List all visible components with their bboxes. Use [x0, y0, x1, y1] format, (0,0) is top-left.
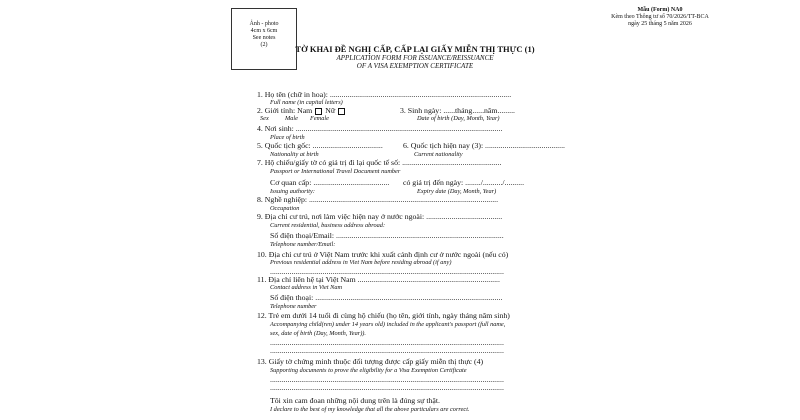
place-of-birth-en: Place of birth — [270, 134, 305, 141]
passport-number-en: Passport or International Travel Document number — [270, 168, 401, 175]
field-full-name[interactable]: 1. Họ tên (chữ in hoa): ............................................................................................. — [257, 90, 512, 99]
field-accompanying-children: 12. Trẻ em dưới 14 tuổi đi cùng hộ chiếu (họ tên, giới tính, ngày tháng năm sinh) — [257, 311, 510, 320]
field-expiry-date[interactable]: có giá trị đến ngày: ......../........../.......... — [403, 178, 525, 187]
field-dob[interactable]: 3. Sinh ngày: ......tháng......năm......... — [400, 106, 515, 115]
field-contact-address-vn[interactable]: 11. Địa chỉ liên hệ tại Việt Nam ......................................................................... — [257, 275, 500, 284]
field-occupation[interactable]: 8. Nghề nghiệp: ................................................................................................. — [257, 195, 499, 204]
supporting-documents-en: Supporting documents to prove the eligibility for a Visa Exemption Certificate — [270, 367, 467, 374]
dob-en: Date of birth (Day, Month, Year) — [417, 115, 500, 122]
field-previous-address-vn: 10. Địa chỉ cư trú ở Việt Nam trước khi xuất cảnh định cư ở nước ngoài (nếu có) — [257, 250, 509, 259]
field-place-of-birth[interactable]: 4. Nơi sinh: .......................................................................................................... — [257, 124, 503, 133]
previous-address-vn-input[interactable]: ........................................................................................................................ — [270, 267, 504, 276]
photo-size: 4cm x 6cm — [250, 28, 278, 34]
form-title — [285, 44, 545, 70]
field-address-abroad[interactable]: 9. Địa chỉ cư trú, nơi làm việc hiện nay ở nước ngoài: ....................................... — [257, 212, 503, 221]
accompanying-children-input-2[interactable]: ........................................................................................................................ — [270, 346, 504, 355]
field-full-name-en: Full name (in capital letters) — [270, 99, 343, 106]
title-vietnamese: TỜ KHAI ĐỀ NGHỊ CẤP, CẤP LẠI GIẤY MIỄN THỊ THỰC (1) — [295, 44, 535, 54]
female-en: Female — [310, 115, 329, 122]
title-english-line1: APPLICATION FORM FOR ISSUANCE/REISSUANCE — [336, 54, 494, 62]
accompanying-children-en-1: Accompanying child(ren) under 14 years old) included in the applicant's passport (full name, — [270, 321, 506, 328]
form-number: Mẫu (Form) NA0 — [637, 7, 683, 13]
supporting-documents-input-1[interactable]: ........................................................................................................................ — [270, 375, 504, 384]
supporting-documents-input-2[interactable]: ........................................................................................................................ — [270, 383, 504, 392]
male-checkbox[interactable] — [315, 108, 322, 115]
nationality-birth-en: Nationality at birth — [270, 151, 319, 158]
gender-label: 2. Giới tính: Nam — [257, 106, 313, 115]
previous-address-vn-en: Previous residential address in Viet Nam before residing abroad (if any) — [270, 259, 452, 266]
field-supporting-documents: 13. Giấy tờ chứng minh thuộc đối tượng được cấp giấy miễn thị thực (4) — [257, 357, 484, 366]
contact-address-vn-en: Contact address in Viet Nam — [270, 284, 343, 291]
field-issuing-authority[interactable]: Cơ quan cấp: ....................................... — [270, 178, 390, 187]
photo-label: Ảnh - photo — [249, 21, 279, 27]
nationality-current-en: Current nationality — [414, 151, 463, 158]
field-contact-phone[interactable]: Số điện thoại: ................................................................................................ — [270, 293, 503, 302]
female-label: Nữ — [325, 106, 336, 115]
form-circular: Kèm theo Thông tư số 70/2026/TT-BCA — [611, 14, 709, 20]
photo-note-number: (2) — [260, 42, 268, 48]
field-nationality-birth[interactable]: 5. Quốc tịch gốc: .................................... — [257, 141, 383, 150]
photo-note: See notes — [252, 35, 276, 41]
male-en: Male — [285, 115, 298, 122]
form-number-block — [560, 7, 760, 28]
issuing-authority-en: Issuing authority: — [270, 188, 315, 195]
title-english-line2: OF A VISA EXEMPTION CERTIFICATE — [356, 62, 474, 70]
contact-phone-en: Telephone number — [270, 303, 317, 310]
occupation-en: Occupation — [270, 205, 300, 212]
expiry-date-en: Expiry date (Day, Month, Year) — [417, 188, 497, 195]
field-passport-number[interactable]: 7. Hộ chiếu/giấy tờ có giá trị đi lại quốc tế số: ................................................... — [257, 158, 502, 167]
declaration-vi: Tôi xin cam đoan những nội dung trên là đúng sự thật. — [270, 396, 440, 405]
accompanying-children-input-1[interactable]: ........................................................................................................................ — [270, 338, 504, 347]
phone-email-en: Telephone number/Email: — [270, 241, 336, 248]
address-abroad-en: Current residential, business address abroad: — [270, 222, 386, 229]
accompanying-children-en-2: sex, date of birth (Day, Month, Year)). — [270, 330, 366, 337]
field-gender — [257, 106, 348, 115]
female-checkbox[interactable] — [338, 108, 345, 115]
form-date: ngày 25 tháng 5 năm 2026 — [628, 21, 692, 27]
field-phone-email[interactable]: Số điện thoại/Email: ...................................................................................... — [270, 231, 504, 240]
sex-en: Sex — [260, 115, 269, 122]
declaration-en: I declare to the best of my knowledge that all the above particulars are correct. — [270, 406, 470, 413]
field-nationality-current[interactable]: 6. Quốc tịch hiện nay (3): ......................................... — [403, 141, 565, 150]
